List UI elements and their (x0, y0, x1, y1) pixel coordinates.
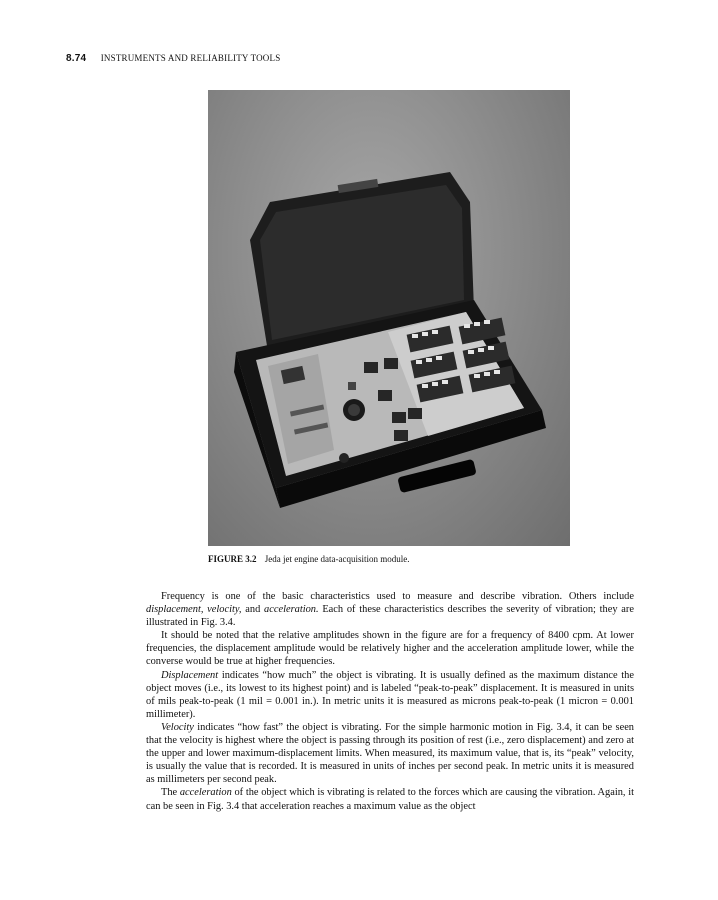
text-run: Each of these characteristics describes the severity of vibration; they are illustrated in Fig. 3.4. (146, 604, 634, 629)
italic-term: Displacement (161, 669, 219, 681)
text-run: It should be noted that the relative amplitudes shown in the figure are for a frequency of 8400 cpm. At lower frequencies, the displacement amplitude would be relatively higher and the acceleration amplitude lower, while the converse would be true at higher frequencies. (146, 630, 634, 668)
text-run: of the object which is vibrating is related to the forces which are causing the vibration. Again, it can be seen in Fig. 3.4 that acceleration reaches a maximum value as the object (146, 787, 634, 812)
figure-caption-text: Jeda jet engine data-acquisition module. (264, 554, 410, 564)
figure-photo (208, 90, 570, 546)
text-run: The (161, 787, 180, 799)
data-acquisition-case-illustration (208, 90, 570, 546)
paragraph (146, 629, 634, 668)
running-title: INSTRUMENTS AND RELIABILITY TOOLS (100, 53, 281, 63)
figure-label: FIGURE 3.2 (208, 554, 257, 564)
italic-term: Velocity (161, 721, 194, 733)
italic-term: acceleration. (264, 604, 319, 616)
italic-term: displacement, velocity, (146, 604, 242, 616)
italic-term: acceleration (179, 787, 232, 799)
paragraph (146, 590, 634, 629)
figure-caption (208, 554, 409, 564)
body-text (146, 590, 634, 813)
text-run: and (241, 604, 265, 616)
running-header (66, 53, 280, 64)
page-number: 8.74 (66, 53, 87, 64)
text-run: Frequency is one of the basic characteristics used to measure and describe vibration. Others include (161, 591, 634, 602)
paragraph (146, 669, 634, 721)
paragraph (146, 721, 634, 786)
paragraph (146, 786, 634, 812)
text-run: indicates “how much” the object is vibrating. It is usually defined as the maximum distance the object moves (i.e., its lowest to its highest point) and is labeled “peak-to-peak” displacement. It is measured in units of mils peak-to-peak (1 mil = 0.001 in.). In metric units it is measured as microns peak-to-peak (1 micron = 0.001 millimeter). (146, 669, 634, 720)
text-run: indicates “how fast” the object is vibrating. For the simple harmonic motion in Fig. 3.4, it can be seen that the velocity is highest where the object is passing through its position of rest (i.e., zero displacement) and zero at the upper and lower maximum-displacement limits. When measured, its maximum value, that is, its “peak” velocity, is usually the value that is recorded. It is measured in units of inches per second peak. In metric units it is measured as millimeters per second peak. (146, 721, 634, 786)
